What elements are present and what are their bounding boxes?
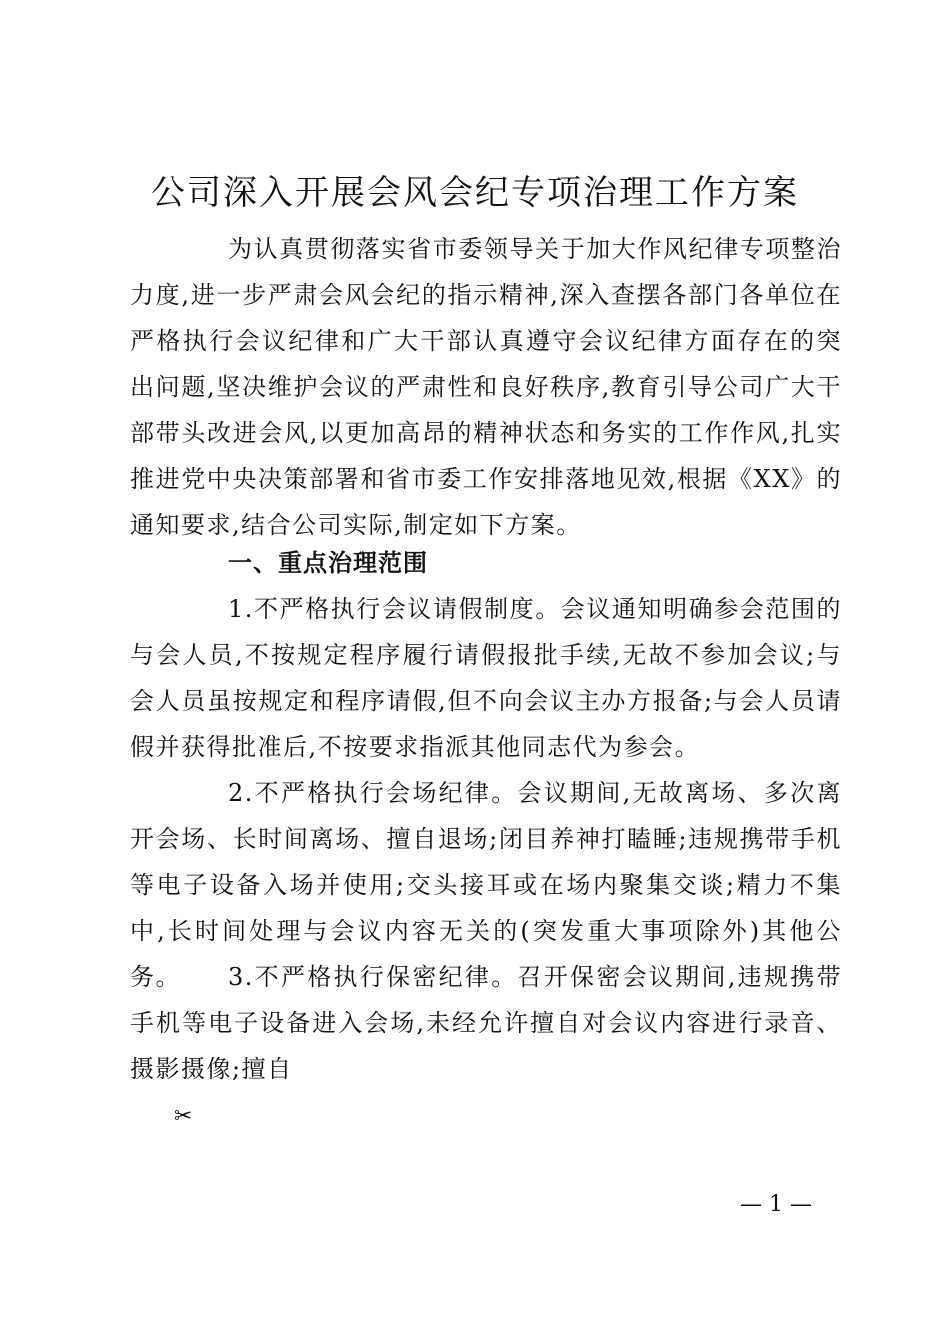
intro-paragraph: 为认真贯彻落实省市委领导关于加大作风纪律专项整治力度,进一步严肃会风会纪的指示精神,深入查摆各部门各单位在严格执行会议纪律和广大干部认真遵守会议纪律方面存在的突出问题,坚决维护会议的严肃性和良好秩序,教育引导公司广大干部带头改进会风,以更加高昂的精神状态和务实的工作作风,扎实推进党中央决策部署和省市委工作安排落地见效,根据《XX》的通知要求,结合公司实际,制定如下方案。	[130, 235, 842, 539]
item-paragraph-2: 2.不严格执行会场纪律。会议期间,无故离场、多次离开会场、长时间离场、擅自退场;闭目养神打瞌睡;违规携带手机等电子设备入场并使用;交头接耳或在场内聚集交谈;精力不集中,长时间处理与会议内容无关的(突发重大事项除外)其他公务。	[130, 779, 842, 991]
item-paragraph-1: 1.不严格执行会议请假制度。会议通知明确参会范围的与会人员,不按规定程序履行请假报批手续,无故不参加会议;与会人员虽按规定和程序请假,但不向会议主办方报备;与会人员请假并获得批准后,不按要求指派其他同志代为参会。	[130, 595, 842, 761]
scissors-icon: ✂	[174, 1104, 193, 1129]
page-number: — 1 —	[740, 1192, 812, 1217]
item-paragraph-3: 3.不严格执行保密纪律。召开保密会议期间,违规携带手机等电子设备进入会场,未经允许擅自对会议内容进行录音、摄影摄像;擅自	[130, 963, 842, 1083]
document-title: 公司深入开展会风会纪专项治理工作方案	[151, 173, 799, 213]
section-heading-key-scope: 一、重点治理范围	[228, 549, 428, 577]
